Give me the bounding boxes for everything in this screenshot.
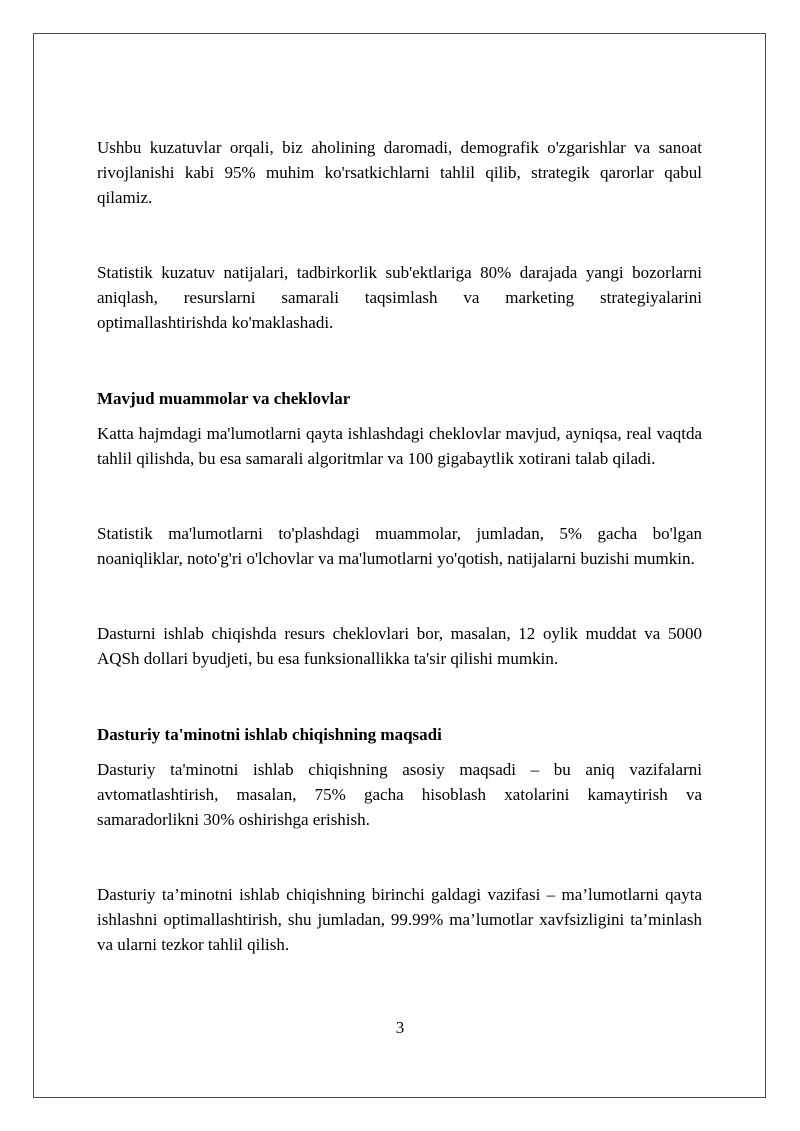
heading-problems: Mavjud muammolar va cheklovlar: [97, 389, 351, 408]
paragraph-resource-limits: Dasturni ishlab chiqishda resurs cheklovlari bor, masalan, 12 oylik muddat va 5000 AQSh dollari byudjeti, bu esa funksionallikka ta'sir qilishi mumkin.: [97, 624, 702, 668]
paragraph-big-data-limits: Katta hajmdagi ma'lumotlarni qayta ishlashdagi cheklovlar mavjud, ayniqsa, real vaqtda tahlil qilishda, bu esa samarali algoritmlar va 100 gigabaytlik xotirani talab qiladi.: [97, 424, 702, 468]
heading-goal: Dasturiy ta'minotni ishlab chiqishning maqsadi: [97, 725, 442, 744]
paragraph-observations: Ushbu kuzatuvlar orqali, biz aholining daromadi, demografik o'zgarishlar va sanoat rivojlanishi kabi 95% muhim ko'rsatkichlarni tahlil qilib, strategik qarorlar qabul qilamiz.: [97, 138, 702, 207]
paragraph-primary-task: Dasturiy ta’minotni ishlab chiqishning birinchi galdagi vazifasi – ma’lumotlarni qayta ishlashni optimallashtirish, shu jumladan, 99.99% ma’lumotlar xavfsizligini ta’minlash va ularni tezkor tahlil qilish.: [97, 885, 702, 954]
document-body: [97, 135, 702, 957]
paragraph-main-goal: Dasturiy ta'minotni ishlab chiqishning asosiy maqsadi – bu aniq vazifalarni avtomatlashtirish, masalan, 75% gacha hisoblash xatolarini kamaytirish va samaradorlikni 30% oshirishga erishish.: [97, 760, 702, 829]
page-number: 3: [395, 1018, 405, 1037]
paragraph-data-collection-problems: Statistik ma'lumotlarni to'plashdagi muammolar, jumladan, 5% gacha bo'lgan noaniqliklar, noto'g'ri o'lchovlar va ma'lumotlarni yo'qotish, natijalarni buzishi mumkin.: [97, 524, 702, 568]
paragraph-statistical-results: Statistik kuzatuv natijalari, tadbirkorlik sub'ektlariga 80% darajada yangi bozorlarni aniqlash, resurslarni samarali taqsimlash va marketing strategiyalarini optimallashtirishda ko'maklashadi.: [97, 263, 702, 332]
